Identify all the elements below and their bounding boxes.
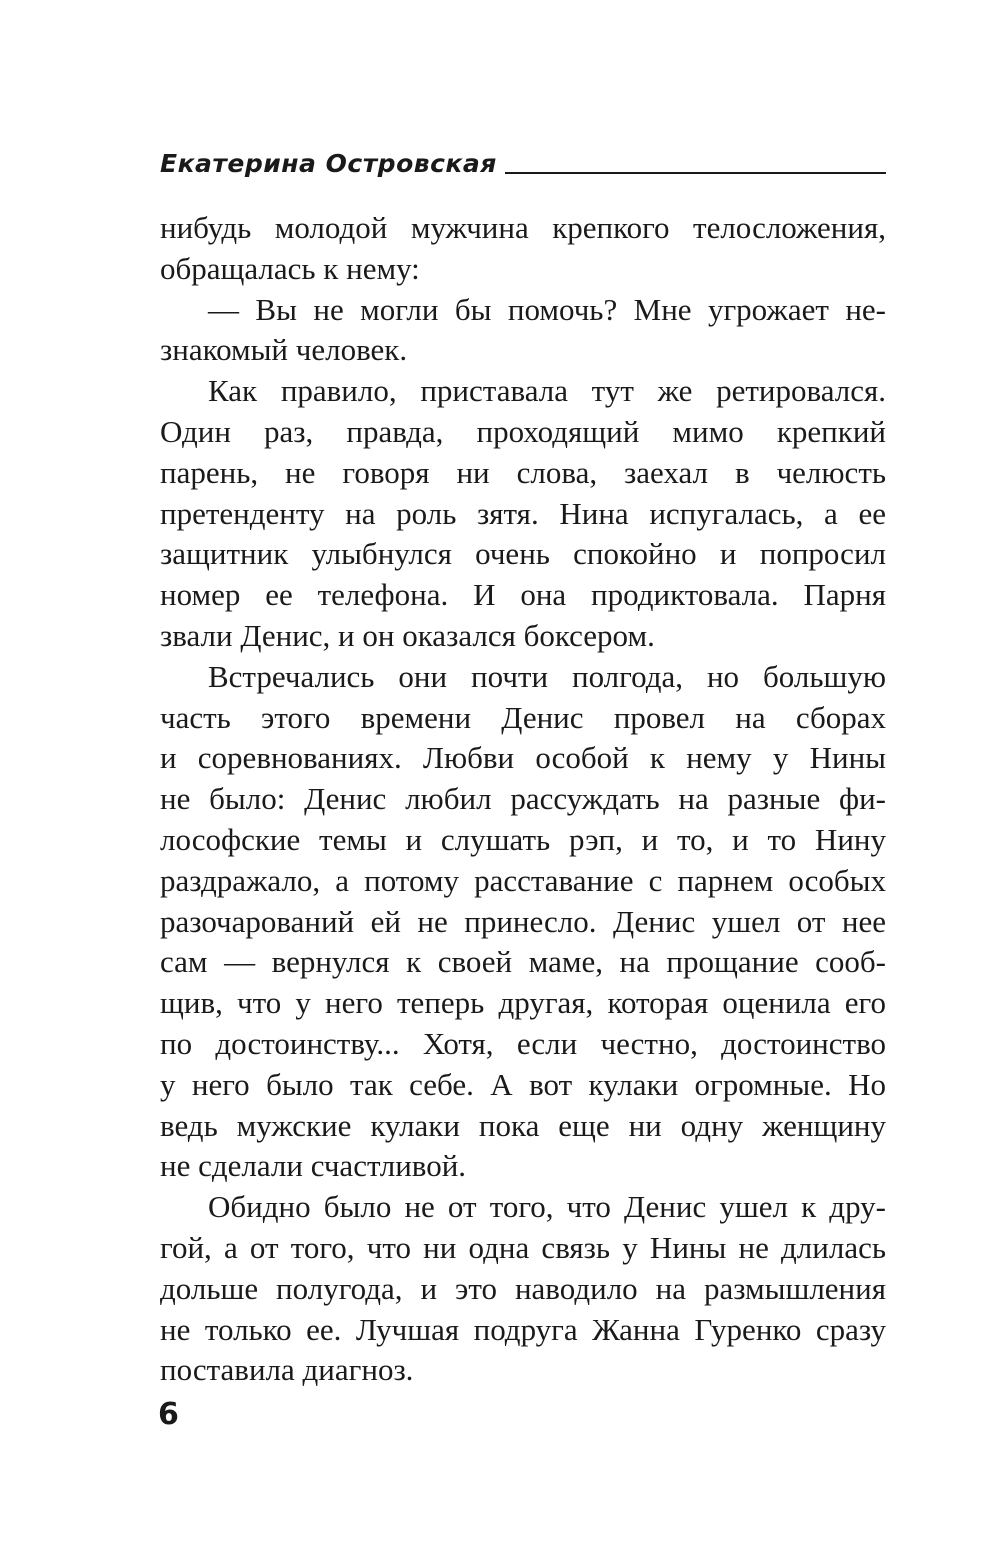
text-line: Обидно было не от того, что Денис ушел к дру- bbox=[208, 1189, 886, 1225]
text-line: раздражало, а потому расставание с парнем особых bbox=[160, 862, 886, 898]
text-line: лософские темы и слушать рэп, и то, и то Нину bbox=[160, 821, 886, 857]
text-line: парень, не говоря ни слова, заехал в челюсть bbox=[160, 454, 886, 490]
text-line: часть этого времени Денис провел на сборах bbox=[160, 699, 886, 735]
text-line: защитник улыбнулся очень спокойно и попросил bbox=[160, 536, 886, 572]
page-number: 6 bbox=[158, 1397, 179, 1432]
text-line: не сделали счастливой. bbox=[160, 1148, 467, 1184]
text-line: дольше полугода, и это наводило на размышления bbox=[160, 1270, 886, 1306]
text-line: звали Денис, и он оказался боксером. bbox=[160, 617, 655, 653]
author-name: Екатерина Островская bbox=[160, 149, 497, 178]
text-line: номер ее телефона. И она продиктовала. Парня bbox=[160, 577, 886, 613]
text-line: гой, а от того, что ни одна связь у Нины не длилась bbox=[160, 1229, 886, 1265]
text-line: — Вы не могли бы помочь? Мне угрожает не- bbox=[208, 291, 886, 327]
text-line: у него было так себе. А вот кулаки огромные. Но bbox=[160, 1066, 886, 1102]
text-line: разочарований ей не принесло. Денис ушел от нее bbox=[160, 903, 886, 939]
text-line: знакомый человек. bbox=[160, 332, 408, 368]
text-line: щив, что у него теперь другая, которая оценила его bbox=[160, 985, 886, 1021]
text-line: не только ее. Лучшая подруга Жанна Гуренко сразу bbox=[160, 1311, 886, 1347]
running-header bbox=[160, 140, 886, 180]
text-line: Как правило, приставала тут же ретировался. bbox=[208, 373, 886, 409]
text-line: претенденту на роль зятя. Нина испугалась, а ее bbox=[160, 495, 886, 531]
body-text bbox=[160, 208, 886, 1391]
text-line: обращалась к нему: bbox=[160, 250, 420, 286]
text-line: и соревнованиях. Любви особой к нему у Нины bbox=[160, 740, 886, 776]
text-line: не было: Денис любил рассуждать на разные фи- bbox=[160, 781, 886, 817]
text-line: ведь мужские кулаки пока еще ни одну женщину bbox=[160, 1107, 886, 1143]
text-line: Один раз, правда, проходящий мимо крепкий bbox=[160, 413, 886, 449]
text-line: по достоинству... Хотя, если честно, достоинство bbox=[160, 1025, 886, 1061]
text-line: нибудь молодой мужчина крепкого телосложения, bbox=[160, 210, 886, 245]
text-line: сам — вернулся к своей маме, на прощание сооб- bbox=[160, 944, 886, 980]
text-line: поставила диагноз. bbox=[160, 1352, 414, 1388]
text-line: Встречались они почти полгода, но большую bbox=[208, 658, 886, 694]
header-rule bbox=[505, 172, 886, 174]
